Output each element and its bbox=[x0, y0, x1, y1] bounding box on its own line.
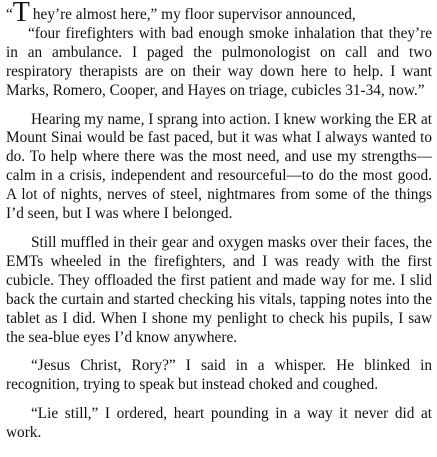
paragraph-5: “Lie still,” I ordered, heart pounding in a way it never did at work. bbox=[6, 405, 432, 442]
drop-cap: T bbox=[12, 0, 30, 28]
paragraph-2: Hearing my name, I sprang into action. I knew working the ER at Mount Sinai would be fast paced, but it was what I always wanted to do. To help where there was the most need, and use my strengths—calm in a crisis, independent and resourceful—to do the most good. A lot of nights, nerves of steel, nightmares from some of the things I’d seen, but I was where I belonged. bbox=[6, 110, 433, 223]
paragraph-1 bbox=[6, 0, 432, 101]
paragraph-4: “Jesus Christ, Rory?” I said in a whisper. He blinked in recognition, trying to speak but instead choked and coughed. bbox=[6, 357, 432, 394]
paragraph-3: Still muffled in their gear and oxygen masks over their faces, the EMTs wheeled in the firefighters, and I was ready with the first cubicle. They offloaded the first patient and made way for me. I slid back the curtain and started checking his vitals, tapping notes into the tablet as I did. When I shone my penlight to check his pupils, I saw the sea-blue eyes I’d know anywhere. bbox=[6, 233, 432, 346]
paragraph-1-first-line: hey’re almost here,” my floor supervisor announced, bbox=[32, 6, 356, 23]
paragraph-1-body: “four firefighters with bad enough smoke inhalation that they’re in an ambulance. I paged the pulmonologist on call and two respiratory therapists are on their way down here to help. I want Marks, Romero, Cooper, and Hayes on triage, cubicles 31-34, now.” bbox=[6, 24, 432, 99]
book-page bbox=[6, 0, 433, 453]
opening-quote: “ bbox=[6, 6, 13, 23]
